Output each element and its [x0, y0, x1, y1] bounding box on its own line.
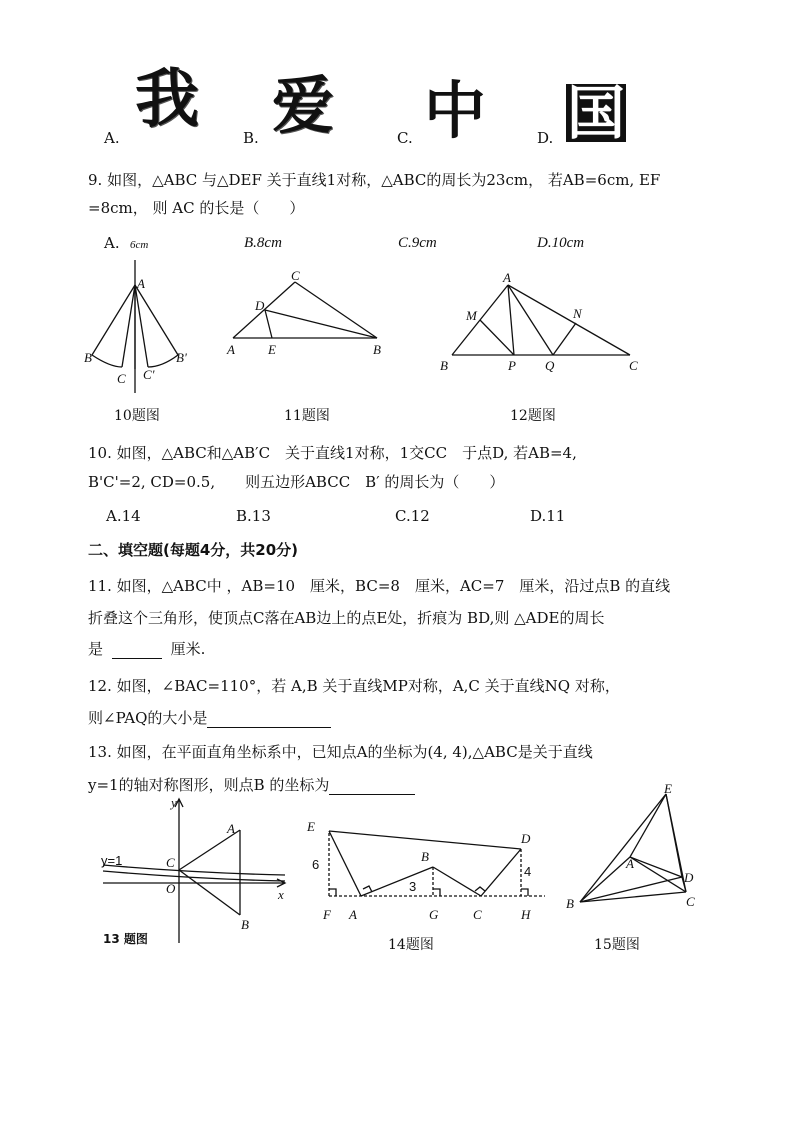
fig15-label-b: B — [566, 896, 574, 911]
q10-line1: 10. 如图，△ABC和△AB′C 关于直线1对称，1交CC 于点D, 若AB=4, — [88, 444, 577, 462]
fig14-caption: 14题图 — [388, 937, 434, 953]
fig12-label-b: B — [440, 358, 448, 373]
fig15-label-e: E — [664, 782, 672, 796]
fig12-label-a: A — [503, 270, 511, 285]
fig14-label-g: G — [429, 907, 439, 922]
fig13-label-a: A — [227, 821, 235, 836]
fig13-label-c: C — [166, 855, 175, 870]
option-d-char: 国 — [567, 79, 626, 147]
option-b-char: 爱 — [272, 69, 335, 142]
q10-option-a: A.14 — [106, 507, 141, 525]
q9-option-d: D.10cm — [537, 235, 585, 251]
q10-option-b: B.13 — [236, 507, 271, 525]
fig11-label-e: E — [268, 342, 276, 357]
q9-option-a: A. — [104, 234, 120, 252]
fig10-label-c: C — [117, 371, 126, 386]
fig10-caption: 10题图 — [114, 408, 160, 424]
q13-answer-blank[interactable] — [329, 794, 415, 795]
fig14-label-e: E — [307, 819, 315, 834]
fig11-caption: 11题图 — [284, 408, 330, 424]
option-a-label: A. — [104, 129, 120, 147]
fig12-label-p: P — [508, 358, 516, 373]
fig14-label-b: B — [421, 849, 429, 864]
fig14-label-h: H — [521, 907, 531, 922]
fig11-label-d: D — [255, 298, 265, 313]
fig13-label-x: x — [278, 887, 284, 902]
fig13-label-y1: y=1 — [101, 853, 123, 868]
option-b-label: B. — [243, 129, 259, 147]
q11-line3-end: 厘米. — [170, 640, 206, 658]
q11-line1: 11. 如图，△ABC中 ，AB=10 厘米，BC=8 厘米，AC=7 厘米，沿过点B 的直线 — [88, 577, 671, 595]
q11-line3 — [88, 639, 205, 659]
q10-option-c: C.12 — [395, 507, 430, 525]
q10-option-d: D.11 — [530, 507, 566, 525]
option-c-char: 中 — [424, 74, 487, 147]
fig14-label-c: C — [473, 907, 482, 922]
fig14-label-f: F — [323, 907, 331, 922]
figure-13 — [95, 795, 295, 950]
fig13-label-o: O — [166, 881, 176, 896]
fig12-label-c: C — [629, 358, 638, 373]
q11-answer-blank[interactable] — [112, 658, 162, 659]
q12-line2-wrap — [88, 708, 331, 728]
figure-11 — [225, 270, 395, 360]
fig11-label-c: C — [291, 270, 300, 283]
fig14-label-3: 3 — [409, 879, 417, 894]
q11-line3-start: 是 — [88, 640, 104, 658]
q11-line2: 折叠这个三角形，使顶点C落在AB边上的点E处，折痕为 BD,则 △ADE的周长 — [88, 609, 605, 627]
q9-option-c: C.9cm — [398, 235, 437, 251]
fig13-caption: 13 题图 — [103, 932, 148, 946]
option-d-label: D. — [537, 129, 554, 147]
option-a-char: 我 — [135, 63, 197, 137]
figure-12 — [436, 270, 646, 375]
fig14-label-d: D — [521, 831, 531, 846]
fig12-label-m: M — [466, 308, 477, 323]
q9-line1: 9. 如图，△ABC 与△DEF 关于直线1对称，△ABC的周长为23cm， 若AB=6cm, EF — [88, 171, 661, 189]
fig10-label-b-prime: B' — [176, 350, 187, 365]
figure-15 — [560, 782, 710, 917]
fig11-label-b: B — [373, 342, 381, 357]
q9-line2: =8cm， 则 AC 的长是（ ） — [88, 199, 305, 217]
fig15-caption: 15题图 — [594, 937, 640, 953]
fig15-label-c: C — [686, 894, 695, 909]
fig12-label-q: Q — [545, 358, 555, 373]
fig10-label-c-prime: C' — [143, 367, 155, 382]
fig12-caption: 12题图 — [510, 408, 556, 424]
q13-line2-wrap — [88, 775, 415, 795]
q9-option-b: B.8cm — [244, 235, 282, 251]
fig10-label-a: A — [137, 276, 145, 291]
fig13-label-b: B — [241, 917, 249, 932]
fig10-label-b: B — [84, 350, 92, 365]
section-title: 二、填空题(每题4分，共20分) — [88, 541, 299, 559]
fig12-label-n: N — [573, 306, 582, 321]
figure-10 — [80, 255, 195, 395]
q9-option-a-value: 6cm — [130, 239, 149, 251]
fig15-label-d: D — [684, 870, 694, 885]
fig15-label-a: A — [626, 856, 634, 871]
fig14-label-4: 4 — [524, 864, 532, 879]
q13-line2: y=1的轴对称图形，则点B 的坐标为 — [88, 776, 330, 794]
q13-line1: 13. 如图，在平面直角坐标系中，已知点A的坐标为(4, 4),△ABC是关于直线 — [88, 743, 593, 761]
fig14-label-a: A — [349, 907, 357, 922]
figure-14 — [305, 803, 550, 928]
q12-answer-blank[interactable] — [207, 727, 331, 728]
fig11-label-a: A — [227, 342, 235, 357]
fig14-label-6: 6 — [312, 857, 320, 872]
q10-line2: B'C'=2, CD=0.5, 则五边形ABCC B′ 的周长为（ ） — [88, 473, 505, 491]
option-c-label: C. — [397, 129, 413, 147]
fig13-label-y: y — [171, 795, 177, 810]
q12-line1: 12. 如图，∠BAC=110°，若 A,B 关于直线MP对称，A,C 关于直线NQ 对称， — [88, 677, 620, 695]
q12-line2: 则∠PAQ的大小是 — [88, 709, 208, 727]
